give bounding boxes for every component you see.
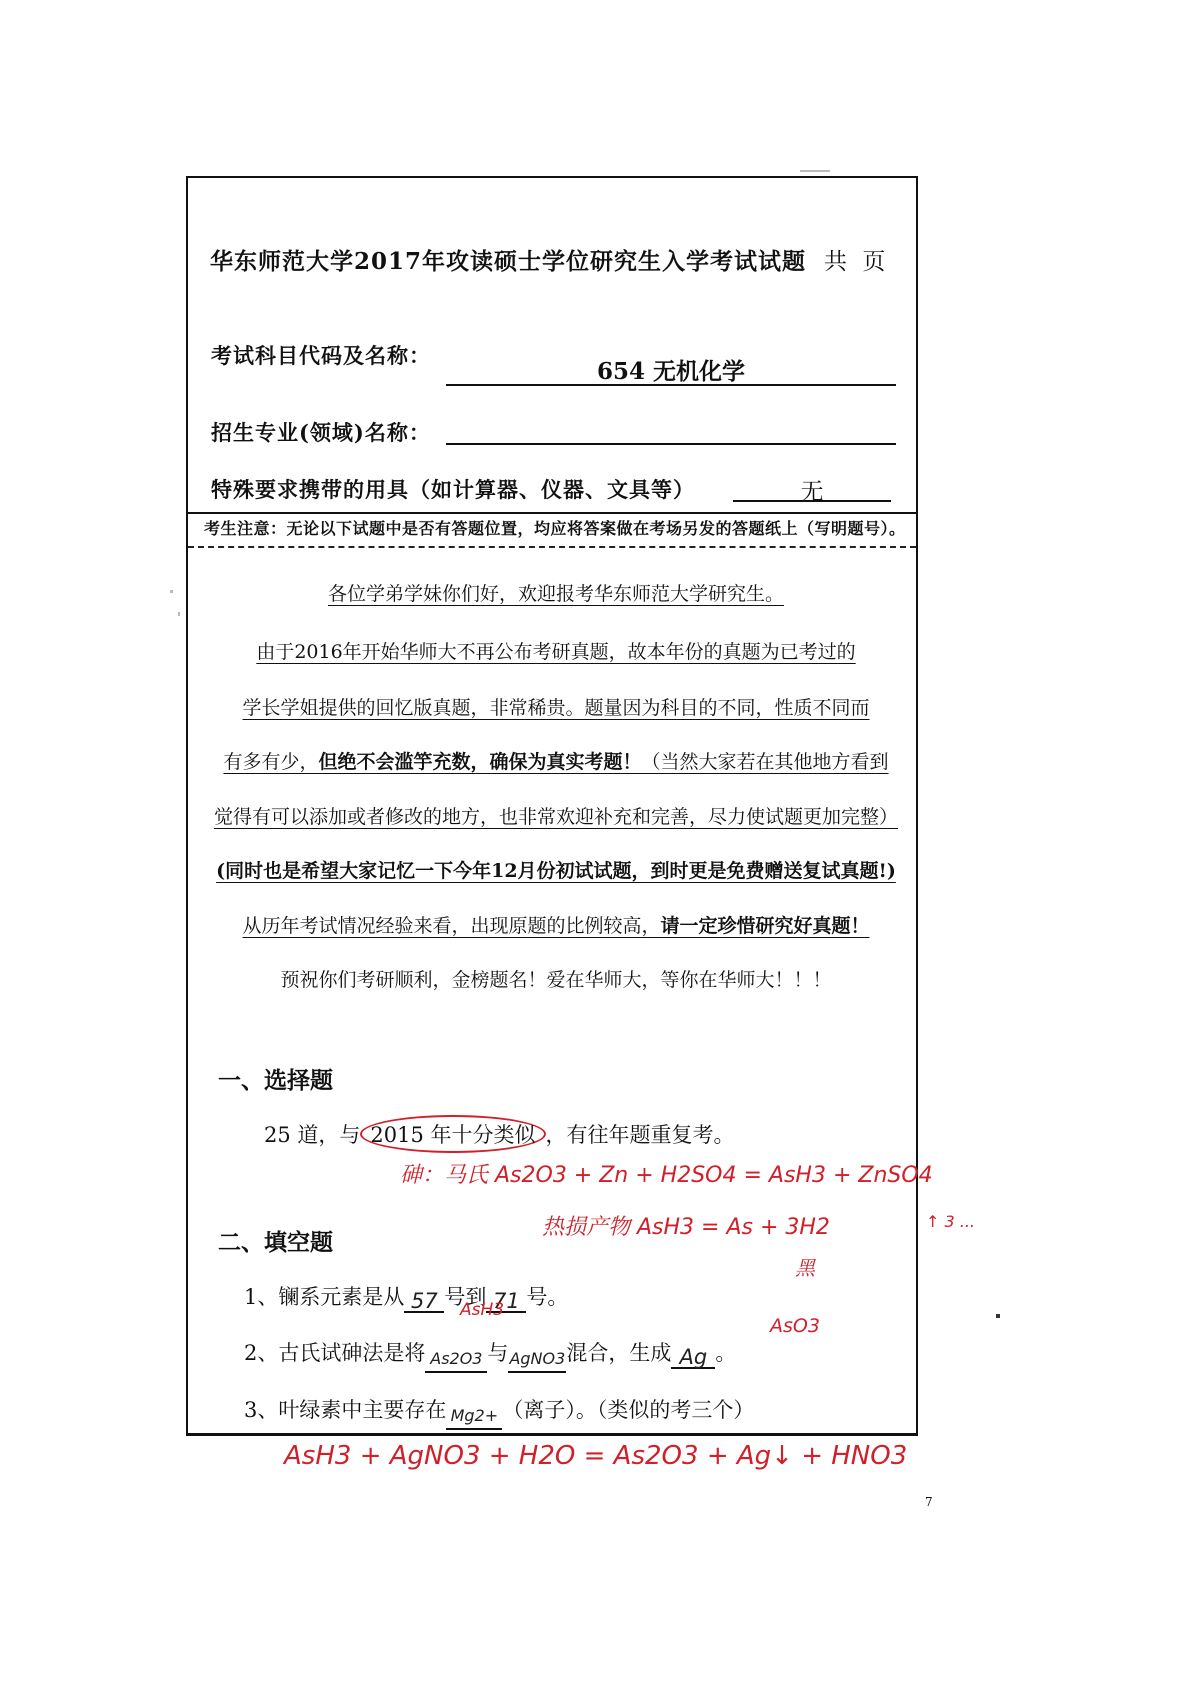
q1-text-a: 1、镧系元素是从 bbox=[244, 1285, 405, 1309]
page-number: 7 bbox=[925, 1495, 933, 1509]
handwritten-note-1: 砷：马氏 As2O3 + Zn + H2SO4 = AsH3 + ZnSO4 bbox=[400, 1163, 933, 1188]
intro-line-5-text: 觉得有可以添加或者修改的地方，也非常欢迎补充和完善，尽力使试题更加完整） bbox=[213, 806, 898, 828]
q2-blank-2: AgNO3 bbox=[508, 1349, 566, 1373]
handwritten-note-4: AsH3 bbox=[460, 1300, 505, 1320]
subject-label: 考试科目代码及名称： bbox=[211, 343, 431, 368]
q2-text-c: 混合，生成 bbox=[566, 1341, 672, 1365]
intro-line-4b: 但绝不会滥竽充数，确保为真实考题！ bbox=[318, 751, 642, 773]
choice-text-a: 25 道，与 bbox=[264, 1123, 361, 1147]
q1-text-c: 号。 bbox=[526, 1285, 569, 1309]
dashed-separator bbox=[188, 546, 916, 548]
major-label: 招生专业(领域)名称： bbox=[211, 420, 431, 445]
tools-label: 特殊要求携带的用具（如计算器、仪器、文具等） bbox=[211, 477, 695, 502]
intro-line-1-text: 各位学弟学妹你们好，欢迎报考华东师范大学研究生。 bbox=[327, 583, 784, 605]
q2-text-d: 。 bbox=[715, 1341, 737, 1365]
q1-blank-2: 71 bbox=[486, 1289, 526, 1313]
q1-text-b: 号到 bbox=[444, 1285, 487, 1309]
intro-line-3-text: 学长学姐提供的回忆版真题，非常稀贵。题量因为科目的不同，性质不同而 bbox=[242, 697, 870, 719]
notice-top-rule bbox=[188, 512, 916, 514]
scan-speck bbox=[800, 170, 830, 172]
handwritten-note-5: AsO3 bbox=[770, 1315, 820, 1337]
exam-title bbox=[210, 243, 889, 276]
intro-line-7a: 从历年考试情况经验来看，出现原题的比例较高， bbox=[242, 915, 661, 937]
choice-circled bbox=[360, 1115, 545, 1153]
handwritten-equation: AsH3 + AgNO3 + H2O = As2O3 + Ag↓ + HNO3 bbox=[284, 1441, 908, 1471]
subject-value: 654 无机化学 bbox=[596, 358, 746, 385]
intro-line-5 bbox=[196, 802, 916, 829]
q1-blank-1: 57 bbox=[404, 1289, 444, 1313]
q2-text-b: 与 bbox=[487, 1341, 509, 1365]
q2-blank-1: As2O3 bbox=[425, 1349, 487, 1373]
scan-speck bbox=[996, 1314, 1000, 1318]
fill-question-3 bbox=[244, 1394, 754, 1430]
q2-text-a: 2、古氏试砷法是将 bbox=[244, 1341, 426, 1365]
scan-speck bbox=[178, 612, 180, 616]
candidate-notice: 考生注意：无论以下试题中是否有答题位置，均应将答案做在考场另发的答题纸上（写明题号）。 bbox=[204, 519, 906, 538]
exam-title-text: 华东师范大学2017年攻读硕士学位研究生入学考试试题 bbox=[210, 248, 807, 275]
section-fill-heading: 二、填空题 bbox=[218, 1230, 333, 1256]
intro-line-4c: （当然大家若在其他地方看到 bbox=[641, 751, 889, 773]
intro-line-8-text: 预祝你们考研顺利，金榜题名！爱在华师大，等你在华师大！！！ bbox=[280, 969, 832, 991]
intro-line-2 bbox=[196, 637, 916, 664]
intro-line-7b: 请一定珍惜研究好真题！ bbox=[660, 915, 870, 937]
handwritten-note-3: 黑 bbox=[795, 1256, 815, 1280]
q3-text-a: 3、叶绿素中主要存在 bbox=[244, 1398, 447, 1422]
handwritten-note-2: 热损产物 AsH3 = As + 3H2 bbox=[542, 1215, 830, 1240]
choice-description bbox=[264, 1115, 735, 1153]
section-choice-heading: 一、选择题 bbox=[218, 1068, 333, 1094]
intro-line-4a: 有多有少， bbox=[223, 751, 319, 773]
q3-text-b: （离子）。（类似的考三个） bbox=[502, 1398, 755, 1422]
scan-speck bbox=[170, 590, 173, 593]
intro-line-3 bbox=[196, 693, 916, 720]
q2-blank-3: Ag bbox=[671, 1345, 715, 1369]
intro-line-7 bbox=[196, 911, 916, 938]
tools-value: 无 bbox=[800, 479, 824, 505]
q3-blank-1: Mg2+ bbox=[446, 1406, 502, 1430]
handwritten-note-2b: ↑ 3 ... bbox=[926, 1212, 976, 1231]
intro-line-4 bbox=[196, 747, 916, 774]
intro-line-1 bbox=[196, 579, 916, 606]
intro-line-6-text: (同时也是希望大家记忆一下今年12月份初试试题，到时更是免费赠送复试真题!) bbox=[216, 860, 896, 882]
intro-line-8 bbox=[196, 965, 916, 992]
major-underline bbox=[446, 443, 896, 445]
fill-question-1 bbox=[244, 1281, 568, 1313]
fill-question-2 bbox=[244, 1337, 736, 1373]
choice-text-b: 2015 年十分类似 bbox=[370, 1123, 536, 1147]
intro-line-2-text: 由于2016年开始华师大不再公布考研真题，故本年份的真题为已考过的 bbox=[256, 641, 856, 663]
choice-text-c: ，有往年题重复考。 bbox=[545, 1123, 735, 1147]
intro-line-6 bbox=[196, 856, 916, 883]
page-count: 共 页 bbox=[824, 249, 890, 275]
